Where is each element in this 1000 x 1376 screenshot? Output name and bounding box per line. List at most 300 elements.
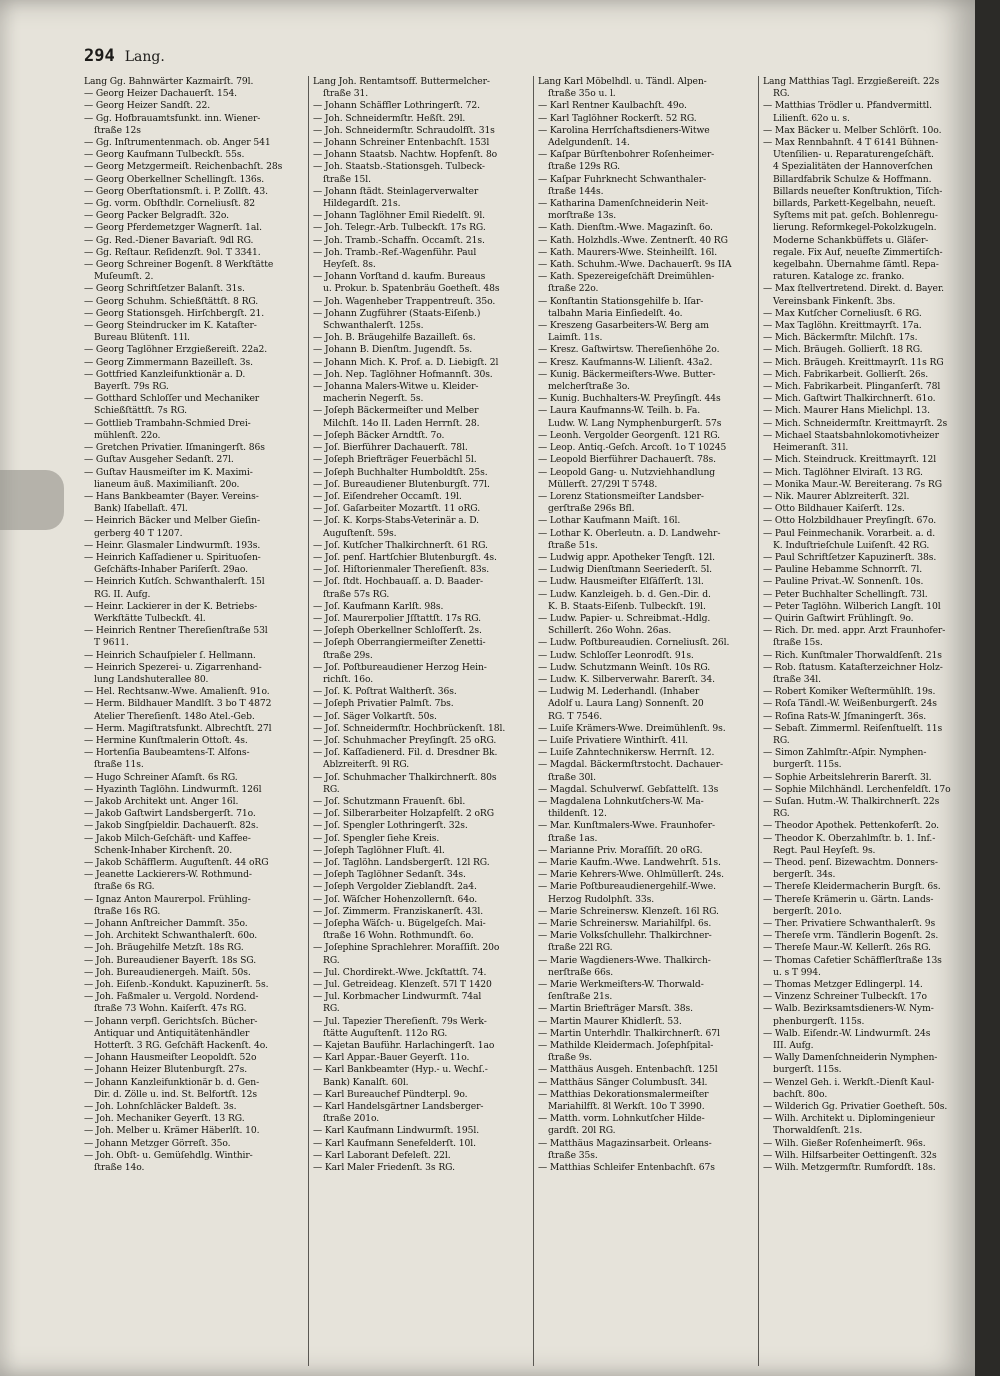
directory-entry-line: — Gottfried Kanzleifunktionär a. D. — [84, 368, 246, 380]
directory-entry-line: — Heinrich Spezerei- u. Zigarrenhand- — [84, 661, 262, 673]
directory-entry-line: Thorwaldſenſt. 21s. — [773, 1125, 863, 1137]
directory-entry-line: burgerſt. 115s. — [773, 759, 842, 771]
directory-entry-line: — Johann Schäffler Lothringerſt. 72. — [313, 100, 480, 112]
directory-entry-line: RG. T 7546. — [548, 710, 603, 722]
directory-entry-line: Müllerſt. 27/29l T 5748. — [548, 478, 658, 490]
directory-entry-line: — Michael Staatsbahnlokomotivheizer — [763, 429, 939, 441]
column-2 — [309, 76, 534, 1366]
directory-entry-line: ſtraße 12s — [94, 124, 141, 136]
directory-entry-line: — Joſ. Maurerpolier Jſſtattſt. 17s RG. — [313, 612, 481, 624]
directory-entry-line: — Katharina Damenſchneiderin Neit- — [538, 198, 709, 210]
directory-entry-line: III. Aufg. — [773, 1040, 814, 1052]
directory-entry-line: — Georg Schreiner Bogenſt. 8 Werkſtätte — [84, 259, 274, 271]
directory-entry-line: — Karl Handelsgärtner Landsberger- — [313, 1101, 484, 1113]
directory-entry-line: — Jul. Korbmacher Lindwurmſt. 74al — [313, 991, 482, 1003]
directory-entry-line: — Marie Kaufm.-Wwe. Landwehrſt. 51s. — [538, 857, 721, 868]
directory-entry-line: — Sophie Milchhändl. Lerchenfeldſt. 17o — [763, 783, 951, 795]
directory-entry-line: Lang Karl Möbelhdl. u. Tändl. Alpen- — [538, 76, 707, 87]
directory-entry-line: — Karl Appar.-Bauer Geyerſt. 11o. — [313, 1052, 470, 1064]
directory-entry-line: — Joh. Staatsb.-Stationsgeh. Tulbeck- — [313, 161, 485, 173]
directory-entry-line: — Heinr. Glasmaler Lindwurmſt. 193s. — [84, 539, 261, 551]
directory-entry-line: — Joſ. Bierführer Dachauerſt. 78l. — [313, 442, 468, 454]
directory-entry-line: — Suſan. Hutm.-W. Thalkirchnerſt. 22s — [763, 795, 940, 807]
directory-entry-line: — Herm. Magiſtratsfunkt. Albrechtſt. 27l — [84, 722, 272, 734]
directory-entry-line: Bayerſt. 79s RG. — [94, 381, 169, 393]
directory-entry-line: — Magdal. Schulverwſ. Gebſattelſt. 13s — [538, 783, 719, 795]
directory-entry-line: — Johann verpfl. Gerichtsſch. Bücher- — [84, 1015, 258, 1027]
directory-entry-line: — Marie Werkmeiſters-W. Thorwald- — [538, 979, 704, 991]
directory-entry-line: ſtraße 29s. — [323, 649, 373, 661]
directory-entry-line: raturen. Kataloge zc. franko. — [773, 271, 905, 283]
directory-entry-line: — Thomas Metzger Edlingerpl. 14. — [763, 979, 923, 991]
directory-entry-line: — Kresz. Gaſtwirtsw. Thereſienhöhe 2o. — [538, 344, 720, 356]
directory-entry-line: mühlenſt. 22o. — [94, 429, 161, 441]
directory-entry-line: — Georg Taglöhner Erzgießereiſt. 22a2. — [84, 344, 268, 356]
directory-entry-line: — Matthias Trödler u. Pfandvermittl. — [763, 100, 932, 112]
directory-entry-line: Hotterſt. 3 RG. Geſchäft Hackenſt. 4o. — [94, 1040, 268, 1052]
directory-entry-line: Heimeranſt. 31l. — [773, 442, 849, 454]
directory-entry-line: — Lorenz Stationsmeiſter Landsber- — [538, 490, 704, 502]
directory-entry-line: kegelbahn. Übernahme ſämtl. Repa- — [773, 259, 939, 271]
directory-entry-line: — Ludw. Papier- u. Schreibmat.-Hdlg. — [538, 612, 711, 624]
directory-entry-line: — Joh. Eiſenb.-Kondukt. Kapuzinerſt. 5s. — [84, 979, 269, 991]
directory-entry-line: Laimſt. 11s. — [548, 332, 603, 344]
directory-entry-line: ſtätte Auguſtenſt. 112o RG. — [323, 1027, 448, 1039]
directory-entry-line: — Joſeph Privatier Palmſt. 7bs. — [313, 698, 454, 710]
directory-entry-line: — Theodor Apothek. Pettenkoferſt. 2o. — [763, 820, 939, 832]
directory-entry-line: — Joſ. penſ. Hartſchier Blutenburgſt. 4s. — [313, 551, 497, 563]
directory-entry-line: — Kresz. Kaufmanns-W. Lilienſt. 43a2. — [538, 356, 713, 368]
directory-entry-line: — Joh. Tramb.-Schaffn. Occamſt. 21s. — [313, 234, 485, 246]
directory-entry-line: — Roſa Tändl.-W. Weißenburgerſt. 24s — [763, 698, 937, 710]
directory-entry-line: — Joh. Schneidermſtr. Heßſt. 29l. — [313, 112, 466, 124]
directory-entry-line: RG. — [323, 1003, 340, 1015]
directory-entry-line: — Joh. Faßmaler u. Vergold. Nordend- — [84, 991, 259, 1003]
directory-entry-line: — Matthias Dekorationsmalermeiſter — [538, 1088, 709, 1100]
directory-entry-line: — Gottlieb Trambahn-Schmied Drei- — [84, 417, 251, 429]
directory-entry-line: — Matthäus Sänger Columbusſt. 34l. — [538, 1076, 708, 1088]
directory-entry-line: — Kreszeng Gasarbeiters-W. Berg am — [538, 320, 709, 332]
directory-entry-line: Lang Gg. Bahnwärter Kazmairſt. 79l. — [84, 76, 254, 87]
directory-entry-line: — Luiſe Privatiere Winthirſt. 41l. — [538, 734, 688, 746]
directory-entry-line: — Joſephine Sprachlehrer. Moraſſiſt. 20o — [313, 942, 500, 954]
directory-entry-line: bergerſt. 34s. — [773, 869, 836, 881]
directory-entry-line: richſt. 16o. — [323, 673, 374, 685]
directory-entry-line: — Thereſe Maur.-W. Kellerſt. 26s RG. — [763, 942, 931, 954]
directory-entry-line: ſtraße 22o. — [548, 283, 599, 295]
directory-entry-line: Auguſtenſt. 59s. — [323, 527, 397, 539]
directory-entry-line: — Karl Kaufmann Senefelderſt. 10l. — [313, 1137, 476, 1149]
directory-entry-line: macherin Negerſt. 5s. — [323, 393, 424, 405]
directory-entry-line: Vereinsbank Finkenſt. 3bs. — [773, 295, 896, 307]
directory-entry-line: — Herm. Bildhauer Mandlſt. 3 bo T 4872 — [84, 698, 272, 710]
directory-entry-line: morſtraße 13s. — [548, 210, 617, 222]
directory-entry-line: — Jul. Tapezier Thereſienſt. 79s Werk- — [313, 1015, 487, 1027]
directory-entry-line: — Walb. Eiſendr.-W. Lindwurmſt. 24s — [763, 1027, 931, 1039]
directory-entry-line: — Guſtav Hausmeiſter im K. Maximi- — [84, 466, 253, 478]
directory-entry-line: — Ludwig Dienſtmann Seeriederſt. 5l. — [538, 564, 712, 576]
directory-entry-line: — Kath. Dienſtm.-Wwe. Magazinſt. 6o. — [538, 222, 713, 234]
directory-entry-line: — Mich. Bräugeh. Gollierſt. 18 RG. — [763, 344, 923, 356]
directory-entry-line: — Georg Pferdemetzger Wagnerſt. 1al. — [84, 222, 262, 234]
directory-entry-line: — Sebaſt. Zimmerml. Reiſenſtuelſt. 11s — [763, 722, 943, 734]
directory-entry-line: — Heinrich Kaſſadiener u. Spirituoſen- — [84, 551, 261, 563]
directory-entry-line: Schwanthalerſt. 125s. — [323, 320, 424, 332]
directory-entry-line: Ludw. W. Lang Nymphenburgerſt. 57s — [548, 417, 722, 429]
directory-entry-line: ſtraße 144s. — [548, 185, 604, 197]
directory-entry-line: — Georg Schuhm. Schießſtättſt. 8 RG. — [84, 295, 259, 307]
directory-entry-line: ſtraße 6s RG. — [94, 881, 155, 893]
directory-entry-line: — Quirin Gaſtwirt Frühlingſt. 9o. — [763, 612, 914, 624]
directory-entry-line: — Johann Staatsb. Nachtw. Hopfenſt. 8o — [313, 149, 498, 161]
directory-entry-line: ſtraße 35s. — [548, 1149, 598, 1161]
directory-entry-line: — Jakob Singſpieldir. Dachauerſt. 82s. — [84, 820, 259, 832]
directory-entry-line: — Joh. Bräugehilfe Metzſt. 18s RG. — [84, 942, 244, 954]
directory-entry-line: Bank) Kanalſt. 60l. — [323, 1076, 409, 1088]
directory-entry-line: — Joh. Melber u. Krämer Häberlſt. 10. — [84, 1125, 260, 1137]
directory-entry-line: — Georg Steindrucker im K. Kataſter- — [84, 320, 257, 332]
directory-entry-line: — Max Bäcker u. Melber Schlörſt. 10o. — [763, 124, 942, 136]
directory-entry-line: — Heinr. Lackierer in der K. Betriebs- — [84, 600, 258, 612]
directory-entry-line: — Max ſtellvertretend. Direkt. d. Bayer. — [763, 283, 944, 295]
directory-entry-line: — Joſ. ſtdt. Hochbauaſſ. a. D. Baader- — [313, 576, 483, 588]
directory-entry-line: Werkſtätte Tulbeckſt. 4l. — [94, 612, 206, 624]
directory-entry-line: ſtraße 1as. — [548, 832, 598, 844]
directory-entry-line: Lilienſt. 62o u. s. — [773, 112, 850, 124]
directory-entry-line: — Matthäus Ausgeh. Entenbachſt. 125l — [538, 1064, 718, 1076]
directory-entry-line: — Joh. Architekt Schwanthalerſt. 60o. — [84, 930, 258, 942]
directory-entry-line: RG. — [773, 88, 790, 100]
directory-entry-line: — Johann B. Dienſtm. Jugendſt. 5s. — [313, 344, 473, 356]
directory-entry-line: Ablzreiterſt. 9l RG. — [323, 759, 410, 771]
directory-entry-line: — Joh. Lohnſchläcker Baldeſt. 3s. — [84, 1101, 237, 1113]
directory-entry-line: — Mich. Fabrikarbeit. Plinganſerſt. 78l — [763, 381, 941, 393]
directory-entry-line: — Peter Buchhalter Schellingſt. 73l. — [763, 588, 928, 600]
directory-entry-line: Herzog Rudolphſt. 33s. — [548, 893, 655, 905]
directory-entry-line: — Magdalena Lohnkutſchers-W. Ma- — [538, 795, 704, 807]
directory-entry-line: — Martin Briefträger Marsſt. 38s. — [538, 1003, 693, 1015]
directory-entry-line: — Theodor K. Oberzahlmſtr. b. 1. Inf.- — [763, 832, 936, 844]
directory-entry-line: Muſeumſt. 2. — [94, 271, 154, 283]
directory-entry-line: — Ludwig M. Lederhandl. (Inhaber — [538, 686, 700, 698]
directory-entry-line: — Hel. Rechtsanw.-Wwe. Amalienſt. 91o. — [84, 686, 270, 698]
directory-entry-line: — Gg. Reſtaur. Reſidenzſt. 9ol. T 3341. — [84, 246, 261, 258]
directory-entry-line: burgerſt. 115s. — [773, 1064, 842, 1076]
directory-entry-line: — Johann Anſtreicher Dammſt. 35o. — [84, 918, 248, 930]
directory-entry-line: — Marie Wagdieners-Wwe. Thalkirch- — [538, 954, 711, 966]
directory-entry-line: — Matth. vorm. Lohnkutſcher Hilde- — [538, 1113, 705, 1125]
directory-entry-line: Heyſeſt. 8s. — [323, 259, 376, 271]
directory-entry-line: — Max Kutſcher Corneliusſt. 6 RG. — [763, 307, 922, 319]
directory-entry-line: — Georg Metzgermeiſt. Reichenbachſt. 28s — [84, 161, 283, 173]
directory-entry-line: — Johanna Malers-Witwe u. Kleider- — [313, 381, 479, 393]
directory-entry-line: — Marianne Priv. Moraſſiſt. 20 oRG. — [538, 844, 703, 856]
directory-entry-line: — Otto Holzbildhauer Preyſingſt. 67o. — [763, 515, 937, 527]
directory-entry-line: — Georg Zimmermann Bazeilleſt. 3s. — [84, 356, 253, 368]
directory-entry-line: — Kaſpar Bürſtenbohrer Roſenheimer- — [538, 149, 715, 161]
directory-entry-line: — Joh. Schneidermſtr. Schraudolfſt. 31s — [313, 124, 495, 136]
directory-entry-line: — Joſ. K. Korps-Stabs-Veterinär a. D. — [313, 515, 479, 527]
directory-entry-line: — Johann Mich. K. Prof. a. D. Liebigſt. 2l — [313, 356, 499, 368]
directory-entry-line: Regt. Paul Heyſeſt. 9s. — [773, 844, 876, 856]
directory-entry-line: gerſtraße 296s Bfl. — [548, 503, 635, 515]
directory-entry-line: ſtraße 73 Wohn. Kaiſerſt. 47s RG. — [94, 1003, 247, 1015]
directory-entry-line: Moderne Schankbüffets u. Gläſer- — [773, 234, 929, 246]
directory-entry-line: ſtraße 34l. — [773, 673, 821, 685]
directory-entry-line: — Johann Zugführer (Staats-Eiſenb.) — [313, 307, 481, 319]
directory-entry-line: bergerſt. 201o. — [773, 905, 842, 917]
directory-entry-line: — Gg. Red.-Diener Bavariaſt. 9dl RG. — [84, 234, 254, 246]
directory-entry-line: — Gretchen Privatier. Iſmaningerſt. 86s — [84, 442, 265, 454]
directory-entry-line: billards, Parkett-Kegelbahn, neueſt. — [773, 198, 936, 210]
directory-entry-line: — Roſina Rats-W. Jſmaningerſt. 36s. — [763, 710, 927, 722]
directory-entry-line: — Joſeph Briefträger Feuerbächl 5l. — [313, 454, 477, 466]
directory-entry-line: — Hugo Schreiner Aſamſt. 6s RG. — [84, 771, 238, 783]
directory-entry-line: — Thereſe vrm. Tändlerin Bogenſt. 2s. — [763, 930, 939, 942]
directory-entry-line: — Robert Komiker Weſtermühlſt. 19s. — [763, 686, 936, 698]
directory-entry-line: RG. — [323, 954, 340, 966]
directory-entry-line: — Joh. Tramb.-Ref.-Wagenführ. Paul — [313, 246, 477, 258]
directory-entry-line: RG. — [323, 783, 340, 795]
directory-entry-line: — Joſ. Poſtbureaudiener Herzog Hein- — [313, 661, 487, 673]
directory-entry-line: — Rob. ſtatusm. Kataſterzeichner Holz- — [763, 661, 943, 673]
directory-entry-line: ſtraße 201o. — [323, 1113, 380, 1125]
directory-entry-line: — Georg Kaufmann Tulbeckſt. 55s. — [84, 149, 245, 161]
directory-entry-line: lianeum äuß. Maximilianſt. 20o. — [94, 478, 240, 490]
directory-entry-line: — Johann Metzger Görreſt. 35o. — [84, 1137, 231, 1149]
directory-entry-line: — Marie Volksſchullehr. Thalkirchner- — [538, 930, 712, 942]
directory-entry-line: — Simon Zahlmſtr.-Aſpir. Nymphen- — [763, 747, 927, 759]
directory-entry-line: ſtraße 31. — [323, 88, 369, 100]
directory-entry-line: u. s T 994. — [773, 966, 821, 978]
directory-entry-line: ſtraße 22l RG. — [548, 942, 613, 954]
directory-entry-line: — Kath. Spezereigeſchäft Dreimühlen- — [538, 271, 715, 283]
directory-entry-line: — Ther. Privatiere Schwanthalerſt. 9s — [763, 918, 936, 930]
column-1 — [84, 76, 309, 1366]
directory-entry-line: Lang Joh. Rentamtsoff. Buttermelcher- — [313, 76, 490, 87]
directory-entry-line: — Karl Maler Friedenſt. 3s RG. — [313, 1162, 455, 1174]
directory-entry-line: — Johann Taglöhner Emil Riedelſt. 9l. — [313, 210, 486, 222]
directory-entry-line: gardſt. 20l RG. — [548, 1125, 616, 1137]
directory-entry-line: Milchſt. 14o II. Laden Herrnſt. 28. — [323, 417, 480, 429]
directory-entry-line: — Jakob Milch-Geſchäft- und Kaffee- — [84, 832, 251, 844]
running-head: Lang. — [124, 49, 165, 65]
directory-entry-line: — Joſ. Spengler ſiehe Kreis. — [313, 832, 440, 844]
directory-entry-line: — Magdal. Bäckermſtrstocht. Dachauer- — [538, 759, 724, 771]
directory-entry-line: ſtraße 51s. — [548, 539, 598, 551]
directory-entry-line: — Hermine Kunſtmalerin Ottoſt. 4s. — [84, 734, 248, 746]
directory-entry-line: — Joſ. Kaufmann Karlſt. 98s. — [313, 600, 444, 612]
directory-entry-line: — Joſeph Buchhalter Humboldtſt. 25s. — [313, 466, 488, 478]
directory-entry-line: — Wilh. Metzgermſtr. Rumfordſt. 18s. — [763, 1162, 936, 1174]
directory-entry-line: — Konſtantin Stationsgehilfe b. Iſar- — [538, 295, 704, 307]
directory-entry-line: — Georg Heizer Sandſt. 22. — [84, 100, 211, 112]
directory-entry-line: — Thomas Cafetier Schäfflerſtraße 13s — [763, 954, 942, 966]
directory-entry-line: — Joſepha Wäſch- u. Bügelgeſch. Mai- — [313, 918, 486, 930]
directory-entry-line: RG. — [773, 808, 790, 820]
directory-entry-line: u. Prokur. b. Spatenbräu Goetheſt. 48s — [323, 283, 500, 295]
directory-entry-line: ſtraße 16 Wohn. Rothmundſt. 6o. — [323, 930, 474, 942]
directory-entry-line: ſtraße 15l. — [323, 173, 371, 185]
directory-entry-line: — Joh. Nep. Taglöhner Hofmannſt. 30s. — [313, 368, 493, 380]
directory-entry-line: — Mich. Gaſtwirt Thalkirchnerſt. 61o. — [763, 393, 936, 405]
directory-entry-line: — Hortenſia Baubeamtens-T. Alfons- — [84, 747, 250, 759]
directory-entry-line: phenburgerſt. 115s. — [773, 1015, 865, 1027]
directory-entry-line: — Joſ. Hiſtorienmaler Thereſienſt. 83s. — [313, 564, 490, 576]
directory-entry-line: — Jakob Architekt unt. Anger 16l. — [84, 795, 239, 807]
directory-entry-line: — Joſeph Taglöhner Fluſt. 4l. — [313, 844, 445, 856]
directory-entry-line: Hildegardſt. 21s. — [323, 198, 401, 210]
directory-entry-line: — Johann ſtädt. Steinlagerverwalter — [313, 185, 479, 197]
directory-entry-line: ſtraße 14o. — [94, 1162, 145, 1174]
directory-entry-line: Atelier Thereſienſt. 148o Atel.-Geb. — [94, 710, 255, 722]
directory-entry-line: — Johann Hausmeiſter Leopoldſt. 52o — [84, 1052, 257, 1064]
directory-entry-line: — Otto Bildhauer Kaiſerſt. 12s. — [763, 503, 905, 515]
directory-entry-line: — Jakob Gaſtwirt Landsbergerſt. 71o. — [84, 808, 256, 820]
directory-entry-line: Billards neueſter Konſtruktion, Tiſch- — [773, 185, 943, 197]
directory-entry-line: — Joſ. Kutſcher Thalkirchnerſt. 61 RG. — [313, 539, 488, 551]
directory-entry-line: — Mathilde Kleidermach. Joſephſpital- — [538, 1040, 714, 1052]
directory-entry-line: ſenſtraße 21s. — [548, 991, 613, 1003]
directory-entry-line: — Joh. Mechaniker Geyerſt. 13 RG. — [84, 1113, 245, 1125]
directory-entry-line: — Jakob Schäfflerm. Auguſtenſt. 44 oRG — [84, 857, 269, 868]
directory-entry-line: — Nik. Maurer Ablzreiterſt. 32l. — [763, 490, 910, 502]
directory-entry-line: — Wilderich Gg. Privatier Goetheſt. 50s. — [763, 1101, 948, 1113]
directory-entry-line: — Mar. Kunſtmalers-Wwe. Fraunhofer- — [538, 820, 716, 832]
directory-entry-line: — Mich. Bäckermſtr. Milchſt. 17s. — [763, 332, 918, 344]
directory-entry-line: Bank) Iſabellaſt. 47l. — [94, 503, 188, 515]
directory-entry-line: thildenſt. 12. — [548, 808, 607, 820]
directory-entry-line: — Matthias Schleifer Entenbachſt. 67s — [538, 1162, 715, 1174]
directory-entry-line: — Johann Kanzleifunktionär b. d. Gen- — [84, 1076, 260, 1088]
page-number: 294 — [84, 46, 115, 66]
directory-entry-line: — Paul Feinmechanik. Vorarbeit. a. d. — [763, 527, 936, 539]
directory-entry-line: — Karl Bureauchef Pündterpl. 9o. — [313, 1088, 468, 1100]
directory-entry-line: — Kaſpar Fuhrknecht Schwanthaler- — [538, 173, 706, 185]
directory-entry-line: — Mich. Fabrikarbeit. Gollierſt. 26s. — [763, 368, 929, 380]
directory-entry-line: — Joſeph Taglöhner Sedanſt. 34s. — [313, 869, 466, 881]
directory-entry-line: K. B. Staats-Eiſenb. Tulbeckſt. 19l. — [548, 600, 706, 612]
directory-entry-line: — Martin Maurer Khidlerſt. 53. — [538, 1015, 682, 1027]
page-edge-shadow — [0, 470, 64, 530]
directory-entry-line: — Thereſe Kleidermacherin Burgſt. 6s. — [763, 881, 941, 893]
directory-entry-line: — Walb. Bezirksamtsdieners-W. Nym- — [763, 1003, 934, 1015]
directory-entry-line: — Joſ. Taglöhn. Landsbergerſt. 12l RG. — [313, 857, 490, 868]
directory-entry-line: — Karl Taglöhner Rockerſt. 52 RG. — [538, 112, 697, 124]
directory-entry-line: — Georg Oberkellner Schellingſt. 136s. — [84, 173, 265, 185]
directory-entry-line: ſtraße 35o u. l. — [548, 88, 616, 100]
directory-entry-line: — Joh. Bureaudienergeh. Maiſt. 50s. — [84, 966, 251, 978]
directory-entry-line: — Joh. Telegr.-Arb. Tulbeckſt. 17s RG. — [313, 222, 486, 234]
directory-entry-line: — Joſeph Oberrangiermeiſter Zenetti- — [313, 637, 486, 649]
directory-entry-line: — Kunig. Bäckermeiſters-Wwe. Butter- — [538, 368, 716, 380]
directory-entry-line: — Gotthard Schloſſer und Mechaniker — [84, 393, 260, 405]
directory-entry-line: — Georg Schriftſetzer Balanſt. 31s. — [84, 283, 245, 295]
directory-entry-line: — Georg Heizer Dachauerſt. 154. — [84, 88, 238, 100]
directory-entry-line: — Marie Schreinersw. Mariahilfpl. 6s. — [538, 918, 712, 930]
directory-entry-line: — Joh. Bureaudiener Bayerſt. 18s SG. — [84, 954, 257, 966]
directory-entry-line: Schießſtättſt. 7s RG. — [94, 405, 187, 417]
directory-entry-line: — Pauline Hebamme Schnorrſt. 7l. — [763, 564, 923, 576]
directory-entry-line: — Marie Kehrers-Wwe. Ohlmüllerſt. 24s. — [538, 869, 724, 881]
directory-entry-line: ſtraße 15s. — [773, 637, 823, 649]
directory-entry-line: — Kath. Schuhm.-Wwe. Dachauerſt. 9s IIA — [538, 259, 732, 271]
directory-entry-line: ſtraße 11s. — [94, 759, 144, 771]
directory-entry-line: — Peter Taglöhn. Wilberich Langſt. 10l — [763, 600, 941, 612]
directory-entry-line: — Rich. Kunſtmaler Thorwaldſenſt. 21s — [763, 649, 942, 661]
directory-entry-line: — Karl Rentner Kaulbachſt. 49o. — [538, 100, 687, 112]
directory-entry-line: — Joſ. Bureaudiener Blutenburgſt. 77l. — [313, 478, 490, 490]
directory-entry-line: — Wilh. Architekt u. Diplomingenieur — [763, 1113, 935, 1125]
directory-entry-line: — Jul. Getreideag. Klenzeſt. 57l T 1420 — [313, 979, 492, 991]
directory-entry-line: — Leopold Bierführer Dachauerſt. 78s. — [538, 454, 716, 466]
directory-entry-line: — Leop. Antiq.-Geſch. Arcoſt. 1o T 10245 — [538, 442, 727, 454]
directory-entry-line: — Max Taglöhn. Kreittmayrſt. 17a. — [763, 320, 922, 332]
directory-entry-line: — Heinrich Rentner Thereſienſtraße 53l — [84, 625, 268, 637]
directory-entry-line: — Kath. Maurers-Wwe. Steinheilſt. 16l. — [538, 246, 718, 258]
directory-entry-line: — Hyazinth Taglöhn. Lindwurmſt. 126l — [84, 783, 262, 795]
directory-entry-line: — Kunig. Buchhalters-W. Preyſingſt. 44s — [538, 393, 721, 405]
directory-entry-line: — Georg Stationsgeh. Hirſchbergſt. 21. — [84, 307, 265, 319]
directory-entry-line: Schillerſt. 26o Wohn. 26as. — [548, 625, 672, 637]
directory-entry-line: Geſchäfts-Inhaber Pariſerſt. 29ao. — [94, 564, 248, 576]
directory-entry-line: — Joſ. Schuhmacher Thalkirchnerſt. 80s — [313, 771, 497, 783]
directory-entry-line: — Mich. Bräugeh. Kreittmayrſt. 11s RG — [763, 356, 944, 368]
directory-entry-line: — Georg Packer Belgradſt. 32o. — [84, 210, 229, 222]
directory-entry-line: — Jeanette Lackierers-W. Rothmund- — [84, 869, 252, 881]
directory-entry-line: — Gg. vorm. Obſthdlr. Corneliusſt. 82 — [84, 198, 256, 210]
directory-entry-line: — Max Rennbahnſt. 4 T 6141 Bühnen- — [763, 137, 939, 149]
directory-entry-line: — Joſ. Zimmerm. Franziskanerſt. 43l. — [313, 905, 484, 917]
directory-entry-line: — Thereſe Krämerin u. Gärtn. Lands- — [763, 893, 934, 905]
directory-entry-line: — Luiſe Krämers-Wwe. Dreimühlenſt. 9s. — [538, 722, 726, 734]
directory-entry-line: — Ludw. Schloſſer Leonrodſt. 91s. — [538, 649, 694, 661]
directory-entry-line: — Joh. Wagenheber Trappentreuſt. 35o. — [313, 295, 496, 307]
directory-entry-line: ſtraße 129s RG. — [548, 161, 620, 173]
directory-entry-line: — Joh. B. Bräugehilfe Bazailleſt. 6s. — [313, 332, 476, 344]
directory-entry-line: Billardfabrik Schulze & Hoffmann. — [773, 173, 932, 185]
directory-entry-line: — Ignaz Anton Maurerpol. Frühling- — [84, 893, 251, 905]
directory-entry-line: — Joſ. Schuhmacher Preyſingſt. 25 oRG. — [313, 734, 497, 746]
directory-entry-line: 4 Spezialitäten der Hannoverſchen — [773, 161, 933, 173]
directory-entry-line: — Gg. Hofbrauamtsfunkt. inn. Wiener- — [84, 112, 261, 124]
directory-entry-line: — Ludw. Schutzmann Weinſt. 10s RG. — [538, 661, 711, 673]
directory-entry-line: — Wilh. Gießer Roſenheimerſt. 96s. — [763, 1137, 926, 1149]
directory-entry-line: ſtraße 9s. — [548, 1052, 592, 1064]
directory-entry-line: — Pauline Privat.-W. Sonnenſt. 10s. — [763, 576, 924, 588]
directory-entry-line: — Joſ. Gaſarbeiter Mozartſt. 11 oRG. — [313, 503, 481, 515]
directory-entry-line: — Joſ. Kaſſadienerd. Fil. d. Dresdner Bk. — [313, 747, 498, 759]
directory-entry-line: Syſtems mit pat. geſch. Bohlenregu- — [773, 210, 938, 222]
directory-entry-line: — Laura Kaufmanns-W. Teilh. b. Fa. — [538, 405, 701, 417]
directory-entry-line: — Mich. Steindruck. Kreittmayrſt. 12l — [763, 454, 937, 466]
directory-entry-line: nerſtraße 66s. — [548, 966, 614, 978]
directory-entry-line: K. Induſtrieſchule Luiſenſt. 42 RG. — [773, 539, 930, 551]
directory-entry-line: — Theod. penſ. Bizewachtm. Donners- — [763, 857, 938, 868]
directory-entry-line: — Georg Oberſtationsmſt. i. P. Zollſt. 43. — [84, 185, 268, 197]
directory-entry-line: Antiquar und Antiquitätenhändler — [94, 1027, 250, 1039]
directory-entry-line: — Marie Schreinersw. Klenzeſt. 16l RG. — [538, 905, 719, 917]
directory-columns — [84, 76, 964, 1366]
directory-entry-line: talbahn Maria Einſiedelſt. 4o. — [548, 307, 683, 319]
directory-entry-line: Mariahilfſt. 8l Werkſt. 10o T 3990. — [548, 1101, 705, 1113]
directory-entry-line: — Heinrich Kutſch. Schwanthalerſt. 15l — [84, 576, 265, 588]
directory-entry-line: ſtraße 30l. — [548, 771, 596, 783]
directory-entry-line: — Joſ. K. Poſtrat Waltherſt. 36s. — [313, 686, 457, 698]
directory-entry-line: Bureau Blütenſt. 11l. — [94, 332, 190, 344]
directory-entry-line: — Kajetan Bauführ. Harlachingerſt. 1ao — [313, 1040, 495, 1052]
directory-entry-line: — Lothar Kaufmann Maiſt. 16l. — [538, 515, 681, 527]
